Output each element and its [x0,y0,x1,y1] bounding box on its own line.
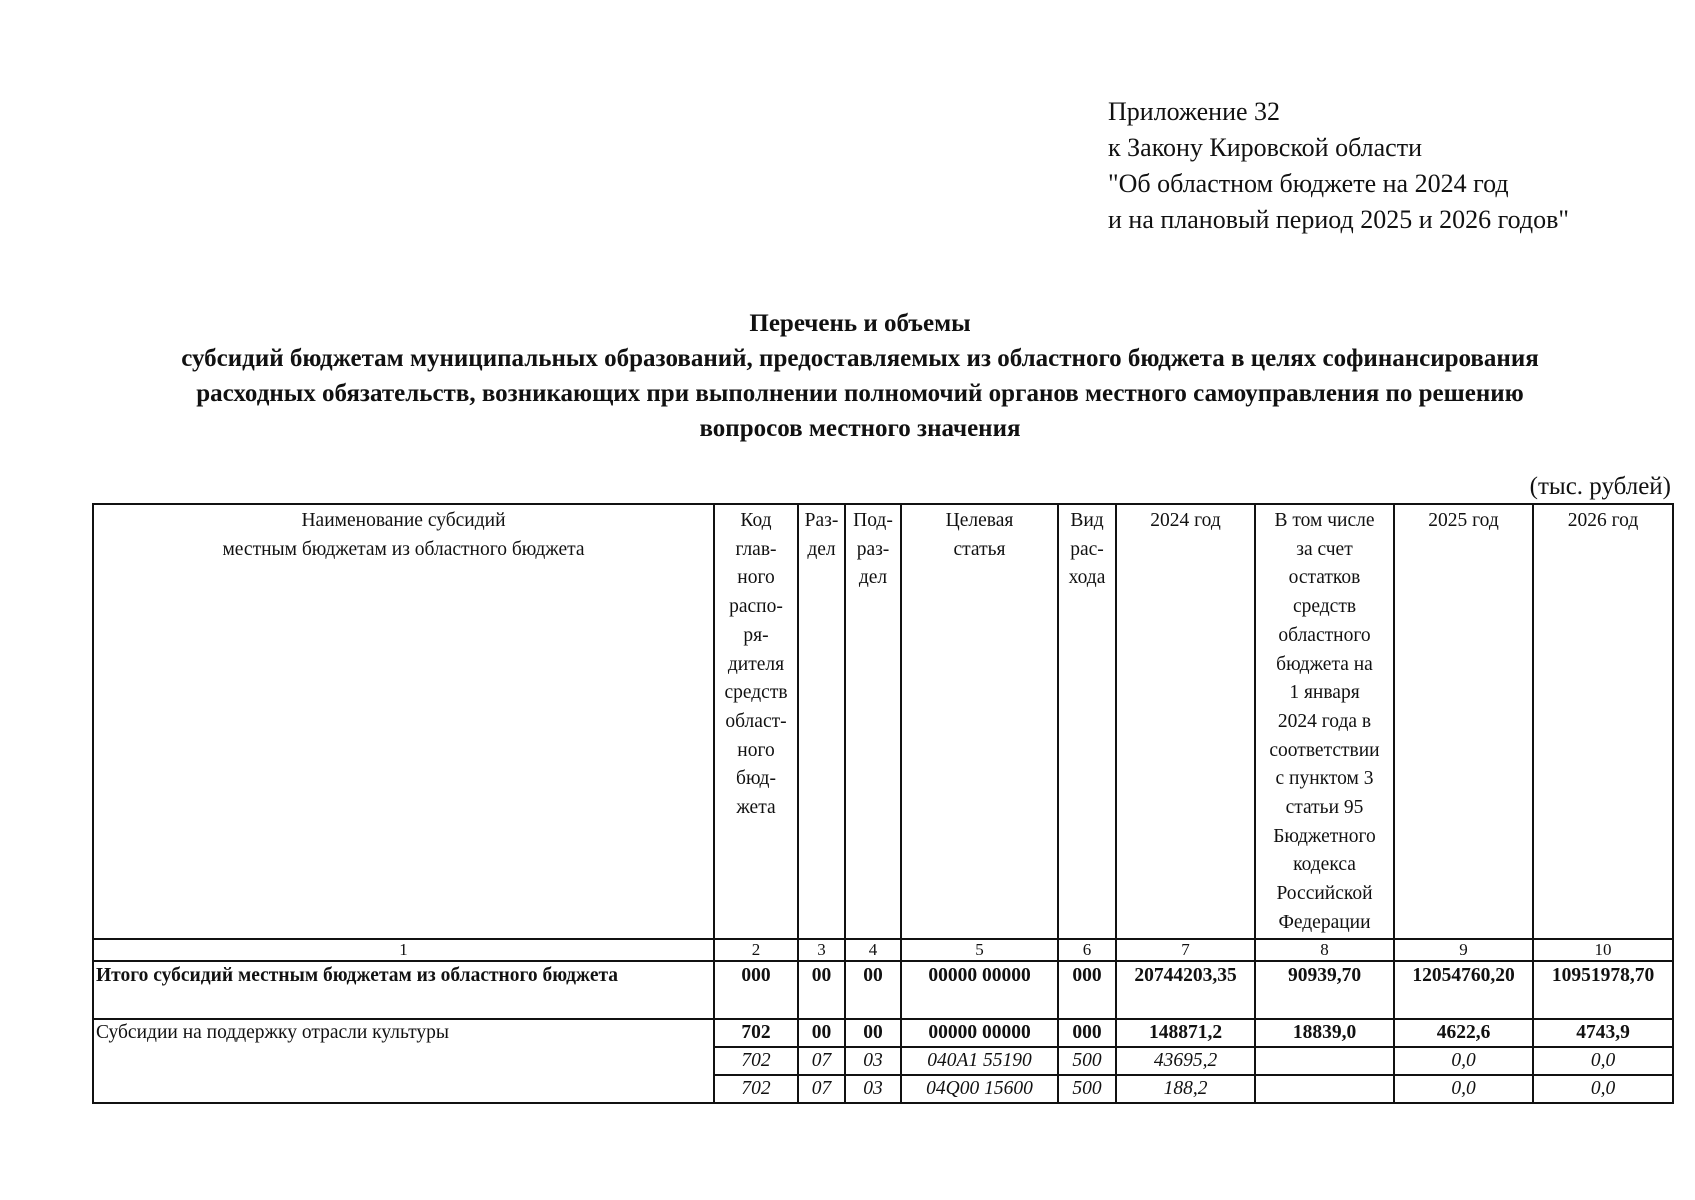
header-line: местным бюджетам из областного бюджета [222,538,585,560]
cell-including [1255,1075,1394,1103]
cell-subsection: 03 [845,1075,901,1103]
cell-2024: 148871,2 [1116,1019,1255,1047]
cell-section: 00 [798,961,845,1019]
appendix-line: Приложение 32 [1108,97,1281,126]
header-line: дел [807,538,836,560]
cell-2025: 4622,6 [1394,1019,1533,1047]
header-line: област- [725,710,787,732]
column-number: 7 [1116,939,1255,961]
cell-2026: 0,0 [1533,1047,1673,1075]
header-line: 2026 год [1567,510,1639,531]
header-line: дел [858,567,888,589]
cell-section: 00 [798,1019,845,1047]
appendix-note [1108,94,1569,238]
header-line: 2024 год [1150,510,1221,531]
header-line: рас- [1070,538,1104,560]
header-line: Вид [1070,510,1104,531]
cell-target: 04Q00 15600 [901,1075,1058,1103]
cell-2025: 12054760,20 [1394,961,1533,1019]
header-section [798,504,845,939]
appendix-line: и на плановый период 2025 и 2026 годов" [1108,205,1570,234]
header-line: средств [1292,596,1357,618]
header-line: Под- [853,510,893,531]
header-line: 2025 год [1428,510,1499,531]
column-number: 3 [798,939,845,961]
header-line: остатков [1288,567,1361,589]
cell-2024: 43695,2 [1116,1047,1255,1075]
header-line: статьи 95 [1285,797,1364,819]
header-line: Код [740,510,772,531]
header-line: средств [724,682,788,704]
header-line: дителя [727,653,785,675]
header-line: Бюджетного [1273,825,1376,847]
column-number: 2 [714,939,798,961]
column-number: 8 [1255,939,1394,961]
cell-2026: 10951978,70 [1533,961,1673,1019]
title-line: вопросов местного значения [699,415,1021,442]
header-subsection [845,504,901,939]
header-line: ного [737,567,775,589]
cell-section: 07 [798,1047,845,1075]
cell-2026: 0,0 [1533,1075,1673,1103]
cell-2025: 0,0 [1394,1047,1533,1075]
column-number: 4 [845,939,901,961]
cell-subsection: 00 [845,961,901,1019]
title-line: субсидий бюджетам муниципальных образований, предоставляемых из областного бюджета в целях софинансирования [181,345,1539,372]
header-line: распо- [729,596,783,618]
cell-2024: 188,2 [1116,1075,1255,1103]
column-number: 10 [1533,939,1673,961]
cell-subsection: 03 [845,1047,901,1075]
cell-2024: 20744203,35 [1116,961,1255,1019]
header-line: соответствии [1269,739,1380,761]
cell-code: 000 [714,961,798,1019]
row-name: Итого субсидий местным бюджетам из областного бюджета [93,961,714,1019]
cell-target: 00000 00000 [901,1019,1058,1047]
cell-including: 18839,0 [1255,1019,1394,1047]
cell-expense: 500 [1058,1047,1116,1075]
total-row [93,961,1673,1019]
header-line: раз- [856,538,890,560]
units-label: (тыс. рублей) [1529,473,1671,500]
header-line: с пунктом 3 [1275,768,1374,790]
header-name [93,504,714,939]
header-line: 2024 года в [1277,710,1372,732]
header-line: В том числе [1274,510,1375,531]
cell-expense: 000 [1058,1019,1116,1047]
cell-including [1255,1047,1394,1075]
cell-expense: 000 [1058,961,1116,1019]
header-line: глав- [735,538,777,560]
header-2026 [1533,504,1673,939]
cell-code: 702 [714,1047,798,1075]
cell-section: 07 [798,1075,845,1103]
header-line: кодекса [1293,854,1356,876]
culture-row [93,1019,1673,1047]
header-target [901,504,1058,939]
header-line: статья [953,538,1006,560]
cell-2026: 4743,9 [1533,1019,1673,1047]
column-number: 1 [93,939,714,961]
document-title [60,306,1660,446]
header-line: бюджета на [1276,653,1373,675]
header-line: ного [737,739,775,761]
header-line: хода [1068,567,1106,589]
header-2025 [1394,504,1533,939]
cell-target: 00000 00000 [901,961,1058,1019]
header-including [1255,504,1394,939]
header-line: областного [1278,624,1371,646]
header-expense [1058,504,1116,939]
header-line: 1 января [1289,682,1360,704]
header-line: за счет [1296,538,1353,560]
header-line: жета [736,797,776,819]
row-name: Субсидии на поддержку отрасли культуры [93,1019,714,1103]
header-line: Федерации [1278,911,1371,933]
cell-2025: 0,0 [1394,1075,1533,1103]
column-number: 9 [1394,939,1533,961]
cell-including: 90939,70 [1255,961,1394,1019]
header-line: Наименование субсидий [301,510,506,531]
header-line: бюд- [736,768,776,790]
subsidies-table [92,503,1674,1104]
column-number: 5 [901,939,1058,961]
title-line: Перечень и объемы [749,310,971,337]
header-line: ря- [743,624,769,646]
header-2024 [1116,504,1255,939]
cell-expense: 500 [1058,1075,1116,1103]
header-row [93,504,1673,939]
cell-subsection: 00 [845,1019,901,1047]
appendix-line: к Закону Кировской области [1108,133,1422,162]
header-code [714,504,798,939]
cell-code: 702 [714,1075,798,1103]
header-line: Целевая [945,510,1014,531]
header-line: Российской [1276,883,1373,905]
cell-target: 040A1 55190 [901,1047,1058,1075]
column-number: 6 [1058,939,1116,961]
cell-code: 702 [714,1019,798,1047]
title-line: расходных обязательств, возникающих при выполнении полномочий органов местного самоуправления по решению [196,380,1524,407]
column-number-row [93,939,1673,961]
header-line: Раз- [804,510,839,531]
appendix-line: "Об областном бюджете на 2024 год [1108,169,1509,198]
